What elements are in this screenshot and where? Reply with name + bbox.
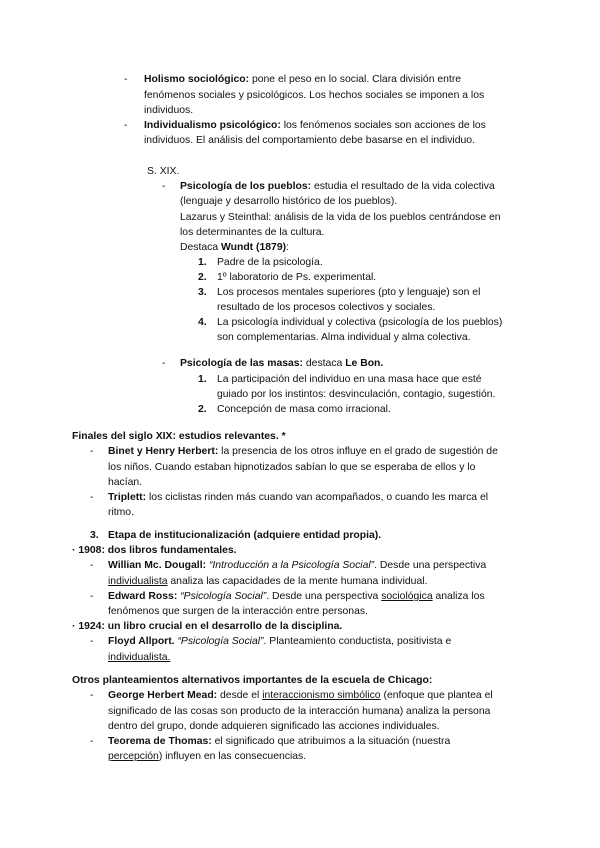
bullet-marker: - xyxy=(90,690,94,701)
list-item: La psicología individual y colectiva (psicología de los pueblos) xyxy=(217,317,503,328)
list-number: 4. xyxy=(198,317,207,328)
list-item: Los procesos mentales superiores (pto y lenguaje) son el xyxy=(217,287,481,298)
term-masas: Psicología de las masas: xyxy=(180,358,304,369)
bullet-marker: - xyxy=(90,636,94,647)
term-individualismo: Individualismo psicológico: xyxy=(144,120,281,131)
y1924-heading: · 1924: un libro crucial en el desarrollo de la disciplina. xyxy=(72,621,343,632)
bullet-marker: - xyxy=(90,736,94,747)
bullet-marker: - xyxy=(162,181,166,192)
bullet-marker: - xyxy=(124,74,128,85)
list-item: 1º laboratorio de Ps. experimental. xyxy=(217,272,377,283)
bullet-marker: - xyxy=(90,446,94,457)
list-number: 3. xyxy=(198,287,207,298)
y1908-heading: · 1908: dos libros fundamentales. xyxy=(72,545,237,556)
s19-heading: S. XIX. xyxy=(147,166,180,177)
finales-heading: Finales del siglo XIX: estudios relevantes. * xyxy=(72,431,286,442)
list-item: La participación del individuo en una masa hace que esté xyxy=(217,374,482,385)
book-title: “Introducción a la Psicología Social” xyxy=(208,560,375,571)
bullet-marker: - xyxy=(162,358,166,369)
list-number: 2. xyxy=(198,272,207,283)
list-number: 2. xyxy=(198,404,207,415)
book-title: “Psicología Social” xyxy=(180,591,267,602)
bullet-marker: - xyxy=(90,492,94,503)
bullet-marker: - xyxy=(90,560,94,571)
chicago-heading: Otros planteamientos alternativos importantes de la escuela de Chicago: xyxy=(72,675,433,686)
list-number: 1. xyxy=(198,374,207,385)
book-title: “Psicología Social” xyxy=(177,636,264,647)
bullet-marker: - xyxy=(124,120,128,131)
term-holismo: Holismo sociológico: xyxy=(144,74,250,85)
list-item: Padre de la psicología. xyxy=(217,257,323,268)
list-number: 1. xyxy=(198,257,207,268)
term-pueblos: Psicología de los pueblos: xyxy=(180,181,312,192)
bullet-marker: - xyxy=(90,591,94,602)
destaca-wundt: Destaca Wundt (1879): xyxy=(180,242,289,253)
list-item: Concepción de masa como irracional. xyxy=(217,404,391,415)
